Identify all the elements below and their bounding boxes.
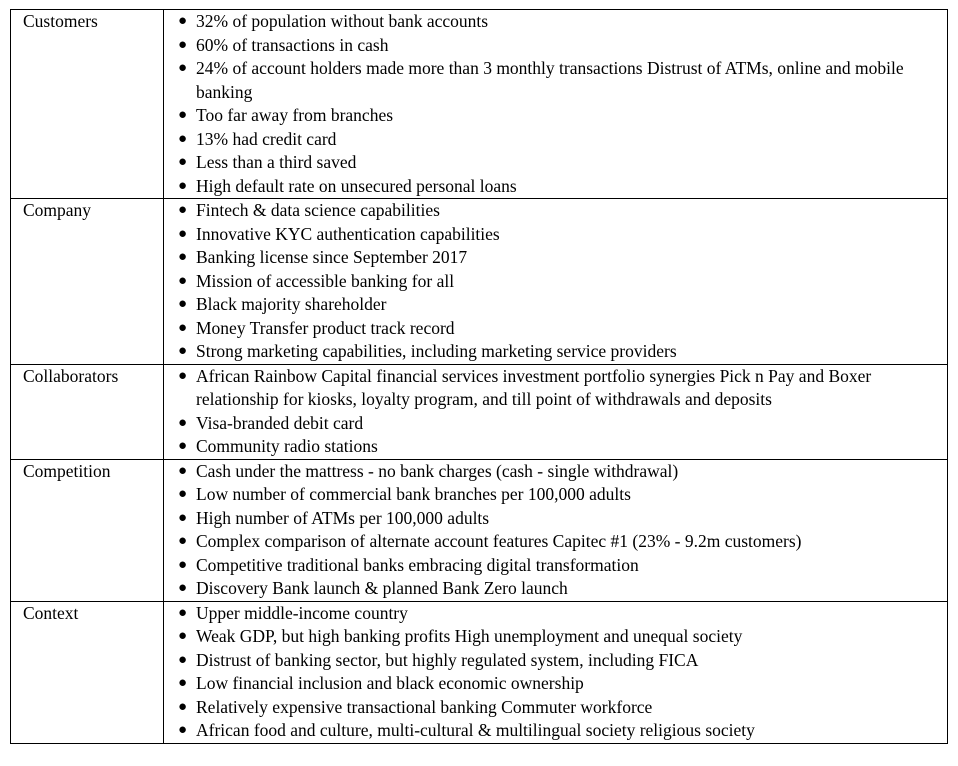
list-item-text: Low financial inclusion and black economic ownership	[196, 673, 584, 693]
list-item-text: Strong marketing capabilities, including marketing service providers	[196, 341, 677, 361]
list-item	[178, 530, 941, 554]
list-item-text: High number of ATMs per 100,000 adults	[196, 507, 490, 528]
bullet-icon: ●	[178, 154, 188, 170]
list-item-text: 24% of account holders made more than 3 monthly transactions Distrust of ATMs, online and mobile banking	[196, 58, 904, 102]
bullet-list	[178, 602, 941, 743]
list-item	[178, 57, 941, 104]
list-item	[178, 625, 941, 649]
list-item	[178, 223, 941, 247]
list-item-text: Banking license since September 2017	[196, 247, 468, 267]
section-label: Company	[11, 199, 164, 365]
list-item	[178, 672, 941, 696]
bullet-icon: ●	[178, 202, 188, 218]
section-row-customers	[11, 10, 948, 199]
bullet-icon: ●	[178, 13, 188, 29]
bullet-icon: ●	[178, 675, 188, 691]
section-label: Competition	[11, 459, 164, 601]
list-item	[178, 34, 941, 58]
list-item	[178, 104, 941, 128]
section-label: Context	[11, 601, 164, 743]
list-item	[178, 649, 941, 673]
list-item	[178, 175, 941, 199]
bullet-icon: ●	[178, 604, 188, 621]
list-item-text: 13% had credit card	[196, 128, 337, 149]
list-item-text: Money Transfer product track record	[196, 317, 455, 338]
bullet-list	[178, 460, 941, 601]
list-item-text: Relatively expensive transactional banking Commuter workforce	[196, 696, 653, 717]
bullet-icon: ●	[178, 414, 188, 431]
bullet-list	[178, 365, 941, 459]
list-item	[178, 507, 941, 531]
section-items-cell	[164, 10, 948, 199]
list-item-text: Complex comparison of alternate account features Capitec #1 (23% - 9.2m customers)	[196, 531, 802, 551]
section-items-cell	[164, 601, 948, 743]
bullet-icon: ●	[178, 651, 188, 668]
section-items-cell	[164, 459, 948, 601]
list-item-text: Cash under the mattress - no bank charges (cash - single withdrawal)	[196, 460, 679, 481]
list-item	[178, 483, 941, 507]
list-item	[178, 577, 941, 601]
bullet-icon: ●	[178, 319, 188, 336]
bullet-icon: ●	[178, 225, 188, 242]
section-row-context	[11, 601, 948, 743]
bullet-icon: ●	[178, 628, 188, 644]
bullet-icon: ●	[178, 486, 188, 502]
bullet-icon: ●	[178, 60, 188, 76]
section-label: Customers	[11, 10, 164, 199]
list-item	[178, 317, 941, 341]
bullet-list	[178, 199, 941, 364]
bullet-icon: ●	[178, 130, 188, 147]
list-item	[178, 435, 941, 459]
list-item-text: African food and culture, multi-cultural & multilingual society religious society	[196, 720, 755, 740]
list-item-text: Black majority shareholder	[196, 294, 387, 314]
list-item	[178, 270, 941, 294]
bullet-icon: ●	[178, 107, 188, 123]
list-item	[178, 128, 941, 152]
list-item	[178, 151, 941, 175]
section-items-cell	[164, 199, 948, 365]
bullet-icon: ●	[178, 272, 188, 289]
list-item-text: High default rate on unsecured personal loans	[196, 175, 517, 196]
list-item-text: Innovative KYC authentication capabilities	[196, 223, 500, 244]
list-item-text: Discovery Bank launch & planned Bank Zero launch	[196, 578, 568, 598]
list-item-text: 60% of transactions in cash	[196, 34, 389, 55]
list-item-text: Low number of commercial bank branches per 100,000 adults	[196, 484, 631, 504]
table-body	[11, 10, 948, 744]
list-item	[178, 340, 941, 364]
list-item	[178, 460, 941, 484]
section-items-cell	[164, 364, 948, 459]
bullet-icon: ●	[178, 580, 188, 596]
list-item	[178, 412, 941, 436]
bullet-icon: ●	[178, 698, 188, 715]
list-item-text: Fintech & data science capabilities	[196, 200, 440, 220]
section-row-competition	[11, 459, 948, 601]
list-item-text: Competitive traditional banks embracing digital transformation	[196, 554, 639, 575]
list-item	[178, 246, 941, 270]
section-row-collaborators	[11, 364, 948, 459]
bullet-icon: ●	[178, 249, 188, 265]
bullet-icon: ●	[178, 533, 188, 549]
bullet-icon: ●	[178, 462, 188, 479]
list-item	[178, 199, 941, 223]
section-label: Collaborators	[11, 364, 164, 459]
list-item-text: 32% of population without bank accounts	[196, 11, 489, 31]
list-item-text: Too far away from branches	[196, 105, 394, 125]
list-item-text: Less than a third saved	[196, 152, 357, 172]
bullet-icon: ●	[178, 177, 188, 194]
bullet-icon: ●	[178, 296, 188, 312]
bullet-icon: ●	[178, 556, 188, 573]
list-item	[178, 554, 941, 578]
bullet-icon: ●	[178, 722, 188, 738]
list-item-text: Weak GDP, but high banking profits High unemployment and unequal society	[196, 626, 743, 646]
bullet-icon: ●	[178, 343, 188, 359]
five-c-analysis-table	[10, 9, 948, 744]
bullet-icon: ●	[178, 367, 188, 384]
list-item-text: Upper middle-income country	[196, 602, 408, 623]
list-item	[178, 365, 941, 412]
list-item	[178, 602, 941, 626]
list-item-text: Visa-branded debit card	[196, 412, 364, 433]
bullet-icon: ●	[178, 36, 188, 53]
bullet-icon: ●	[178, 438, 188, 454]
list-item-text: Mission of accessible banking for all	[196, 270, 455, 291]
list-item	[178, 293, 941, 317]
list-item-text: Community radio stations	[196, 436, 378, 456]
bullet-icon: ●	[178, 509, 188, 526]
list-item	[178, 696, 941, 720]
list-item	[178, 10, 941, 34]
list-item	[178, 719, 941, 743]
bullet-list	[178, 10, 941, 198]
list-item-text: African Rainbow Capital financial services investment portfolio synergies Pick n Pay and Boxer relationship for kiosks, loyalty program, and till point of withdrawals and deposits	[196, 365, 872, 409]
list-item-text: Distrust of banking sector, but highly regulated system, including FICA	[196, 649, 699, 670]
section-row-company	[11, 199, 948, 365]
